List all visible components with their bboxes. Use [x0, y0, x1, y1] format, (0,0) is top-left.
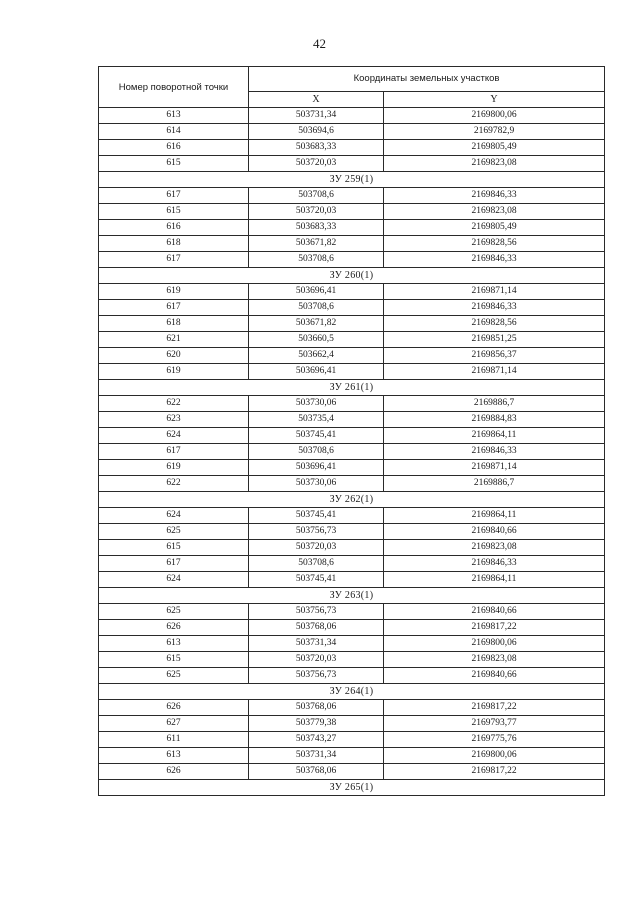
x-coordinate-cell: 503768,06 — [249, 764, 384, 780]
point-number-header: Номер поворотной точки — [99, 67, 249, 108]
section-label: ЗУ 260(1) — [99, 268, 605, 284]
x-coordinate-cell: 503696,41 — [249, 460, 384, 476]
section-row — [99, 684, 605, 700]
point-number-cell: 611 — [99, 732, 249, 748]
y-coordinate-cell: 2169823,08 — [384, 156, 605, 172]
section-row — [99, 268, 605, 284]
table-row — [99, 348, 605, 364]
x-coordinate-cell: 503730,06 — [249, 476, 384, 492]
x-coordinate-cell: 503708,6 — [249, 556, 384, 572]
point-number-cell: 621 — [99, 332, 249, 348]
table-row — [99, 284, 605, 300]
table-row — [99, 332, 605, 348]
table-row — [99, 524, 605, 540]
y-coordinate-cell: 2169823,08 — [384, 204, 605, 220]
section-row — [99, 780, 605, 796]
x-coordinate-cell: 503708,6 — [249, 252, 384, 268]
table-row — [99, 540, 605, 556]
point-number-cell: 624 — [99, 508, 249, 524]
y-coordinate-cell: 2169851,25 — [384, 332, 605, 348]
table-row — [99, 668, 605, 684]
point-number-cell: 623 — [99, 412, 249, 428]
table-row — [99, 220, 605, 236]
point-number-cell: 622 — [99, 396, 249, 412]
section-label: ЗУ 265(1) — [99, 780, 605, 796]
y-coordinate-cell: 2169800,06 — [384, 636, 605, 652]
table-row — [99, 556, 605, 572]
x-coordinate-cell: 503745,41 — [249, 428, 384, 444]
table-row — [99, 108, 605, 124]
section-row — [99, 172, 605, 188]
section-row — [99, 380, 605, 396]
table-row — [99, 156, 605, 172]
x-coordinate-cell: 503708,6 — [249, 300, 384, 316]
table-row — [99, 188, 605, 204]
point-number-cell: 613 — [99, 748, 249, 764]
point-number-cell: 626 — [99, 620, 249, 636]
point-number-cell: 626 — [99, 700, 249, 716]
x-coordinate-cell: 503671,82 — [249, 316, 384, 332]
table-row — [99, 140, 605, 156]
table-row — [99, 764, 605, 780]
y-coordinate-cell: 2169864,11 — [384, 428, 605, 444]
x-coordinate-cell: 503731,34 — [249, 748, 384, 764]
y-coordinate-cell: 2169805,49 — [384, 140, 605, 156]
point-number-cell: 615 — [99, 652, 249, 668]
coordinates-header: Координаты земельных участков — [249, 67, 605, 92]
section-label: ЗУ 262(1) — [99, 492, 605, 508]
table-row — [99, 652, 605, 668]
table-row — [99, 572, 605, 588]
point-number-cell: 617 — [99, 188, 249, 204]
y-coordinate-cell: 2169817,22 — [384, 700, 605, 716]
x-coordinate-cell: 503720,03 — [249, 204, 384, 220]
table-row — [99, 204, 605, 220]
x-column-header: X — [249, 91, 384, 107]
point-number-cell: 619 — [99, 460, 249, 476]
y-coordinate-cell: 2169805,49 — [384, 220, 605, 236]
y-coordinate-cell: 2169886,7 — [384, 396, 605, 412]
table-row — [99, 252, 605, 268]
table-row — [99, 620, 605, 636]
x-coordinate-cell: 503743,27 — [249, 732, 384, 748]
y-coordinate-cell: 2169793,77 — [384, 716, 605, 732]
point-number-cell: 622 — [99, 476, 249, 492]
section-label: ЗУ 264(1) — [99, 684, 605, 700]
x-coordinate-cell: 503730,06 — [249, 396, 384, 412]
point-number-cell: 613 — [99, 108, 249, 124]
table-row — [99, 364, 605, 380]
page-number: 42 — [313, 36, 326, 51]
x-coordinate-cell: 503745,41 — [249, 508, 384, 524]
point-number-cell: 617 — [99, 556, 249, 572]
section-label: ЗУ 261(1) — [99, 380, 605, 396]
x-coordinate-cell: 503660,5 — [249, 332, 384, 348]
y-coordinate-cell: 2169782,9 — [384, 124, 605, 140]
y-coordinate-cell: 2169840,66 — [384, 524, 605, 540]
y-coordinate-cell: 2169864,11 — [384, 508, 605, 524]
y-coordinate-cell: 2169828,56 — [384, 236, 605, 252]
table-row — [99, 716, 605, 732]
y-coordinate-cell: 2169840,66 — [384, 604, 605, 620]
table-header — [99, 67, 605, 108]
point-number-cell: 616 — [99, 140, 249, 156]
section-row — [99, 588, 605, 604]
table-row — [99, 732, 605, 748]
section-label: ЗУ 263(1) — [99, 588, 605, 604]
point-number-cell: 618 — [99, 316, 249, 332]
y-coordinate-cell: 2169846,33 — [384, 444, 605, 460]
x-coordinate-cell: 503768,06 — [249, 620, 384, 636]
x-coordinate-cell: 503731,34 — [249, 108, 384, 124]
y-coordinate-cell: 2169871,14 — [384, 364, 605, 380]
point-number-cell: 625 — [99, 668, 249, 684]
x-coordinate-cell: 503779,38 — [249, 716, 384, 732]
point-number-cell: 617 — [99, 300, 249, 316]
y-coordinate-cell: 2169823,08 — [384, 652, 605, 668]
table-row — [99, 748, 605, 764]
point-number-cell: 619 — [99, 364, 249, 380]
y-coordinate-cell: 2169800,06 — [384, 748, 605, 764]
x-coordinate-cell: 503671,82 — [249, 236, 384, 252]
x-coordinate-cell: 503720,03 — [249, 540, 384, 556]
point-number-cell: 620 — [99, 348, 249, 364]
point-number-cell: 615 — [99, 204, 249, 220]
x-coordinate-cell: 503768,06 — [249, 700, 384, 716]
table-row — [99, 476, 605, 492]
y-coordinate-cell: 2169856,37 — [384, 348, 605, 364]
point-number-cell: 616 — [99, 220, 249, 236]
x-coordinate-cell: 503696,41 — [249, 284, 384, 300]
point-number-cell: 627 — [99, 716, 249, 732]
coordinates-table — [98, 66, 605, 796]
x-coordinate-cell: 503683,33 — [249, 220, 384, 236]
x-coordinate-cell: 503731,34 — [249, 636, 384, 652]
section-row — [99, 492, 605, 508]
y-coordinate-cell: 2169846,33 — [384, 188, 605, 204]
y-coordinate-cell: 2169775,76 — [384, 732, 605, 748]
x-coordinate-cell: 503694,6 — [249, 124, 384, 140]
y-coordinate-cell: 2169800,06 — [384, 108, 605, 124]
point-number-cell: 624 — [99, 428, 249, 444]
y-coordinate-cell: 2169886,7 — [384, 476, 605, 492]
y-coordinate-cell: 2169817,22 — [384, 764, 605, 780]
point-number-cell: 624 — [99, 572, 249, 588]
point-number-cell: 614 — [99, 124, 249, 140]
point-number-cell: 626 — [99, 764, 249, 780]
point-number-cell: 619 — [99, 284, 249, 300]
y-coordinate-cell: 2169864,11 — [384, 572, 605, 588]
table-row — [99, 460, 605, 476]
x-coordinate-cell: 503756,73 — [249, 524, 384, 540]
y-coordinate-cell: 2169840,66 — [384, 668, 605, 684]
x-coordinate-cell: 503708,6 — [249, 188, 384, 204]
y-coordinate-cell: 2169846,33 — [384, 252, 605, 268]
table-row — [99, 236, 605, 252]
point-number-cell: 625 — [99, 604, 249, 620]
table-row — [99, 316, 605, 332]
point-number-cell: 617 — [99, 252, 249, 268]
point-number-cell: 613 — [99, 636, 249, 652]
y-coordinate-cell: 2169846,33 — [384, 300, 605, 316]
x-coordinate-cell: 503696,41 — [249, 364, 384, 380]
table-row — [99, 508, 605, 524]
table-row — [99, 444, 605, 460]
x-coordinate-cell: 503708,6 — [249, 444, 384, 460]
table-row — [99, 412, 605, 428]
point-number-cell: 618 — [99, 236, 249, 252]
x-coordinate-cell: 503662,4 — [249, 348, 384, 364]
table-row — [99, 636, 605, 652]
section-label: ЗУ 259(1) — [99, 172, 605, 188]
y-column-header: Y — [384, 91, 605, 107]
x-coordinate-cell: 503735,4 — [249, 412, 384, 428]
point-number-cell: 615 — [99, 540, 249, 556]
point-number-cell: 617 — [99, 444, 249, 460]
y-coordinate-cell: 2169884,83 — [384, 412, 605, 428]
table-body — [99, 108, 605, 796]
x-coordinate-cell: 503745,41 — [249, 572, 384, 588]
x-coordinate-cell: 503683,33 — [249, 140, 384, 156]
y-coordinate-cell: 2169871,14 — [384, 284, 605, 300]
y-coordinate-cell: 2169817,22 — [384, 620, 605, 636]
table-row — [99, 604, 605, 620]
table-row — [99, 300, 605, 316]
table-row — [99, 700, 605, 716]
y-coordinate-cell: 2169871,14 — [384, 460, 605, 476]
table-row — [99, 124, 605, 140]
table-row — [99, 428, 605, 444]
point-number-cell: 615 — [99, 156, 249, 172]
y-coordinate-cell: 2169828,56 — [384, 316, 605, 332]
y-coordinate-cell: 2169846,33 — [384, 556, 605, 572]
x-coordinate-cell: 503756,73 — [249, 668, 384, 684]
table-row — [99, 396, 605, 412]
x-coordinate-cell: 503756,73 — [249, 604, 384, 620]
x-coordinate-cell: 503720,03 — [249, 652, 384, 668]
y-coordinate-cell: 2169823,08 — [384, 540, 605, 556]
x-coordinate-cell: 503720,03 — [249, 156, 384, 172]
point-number-cell: 625 — [99, 524, 249, 540]
